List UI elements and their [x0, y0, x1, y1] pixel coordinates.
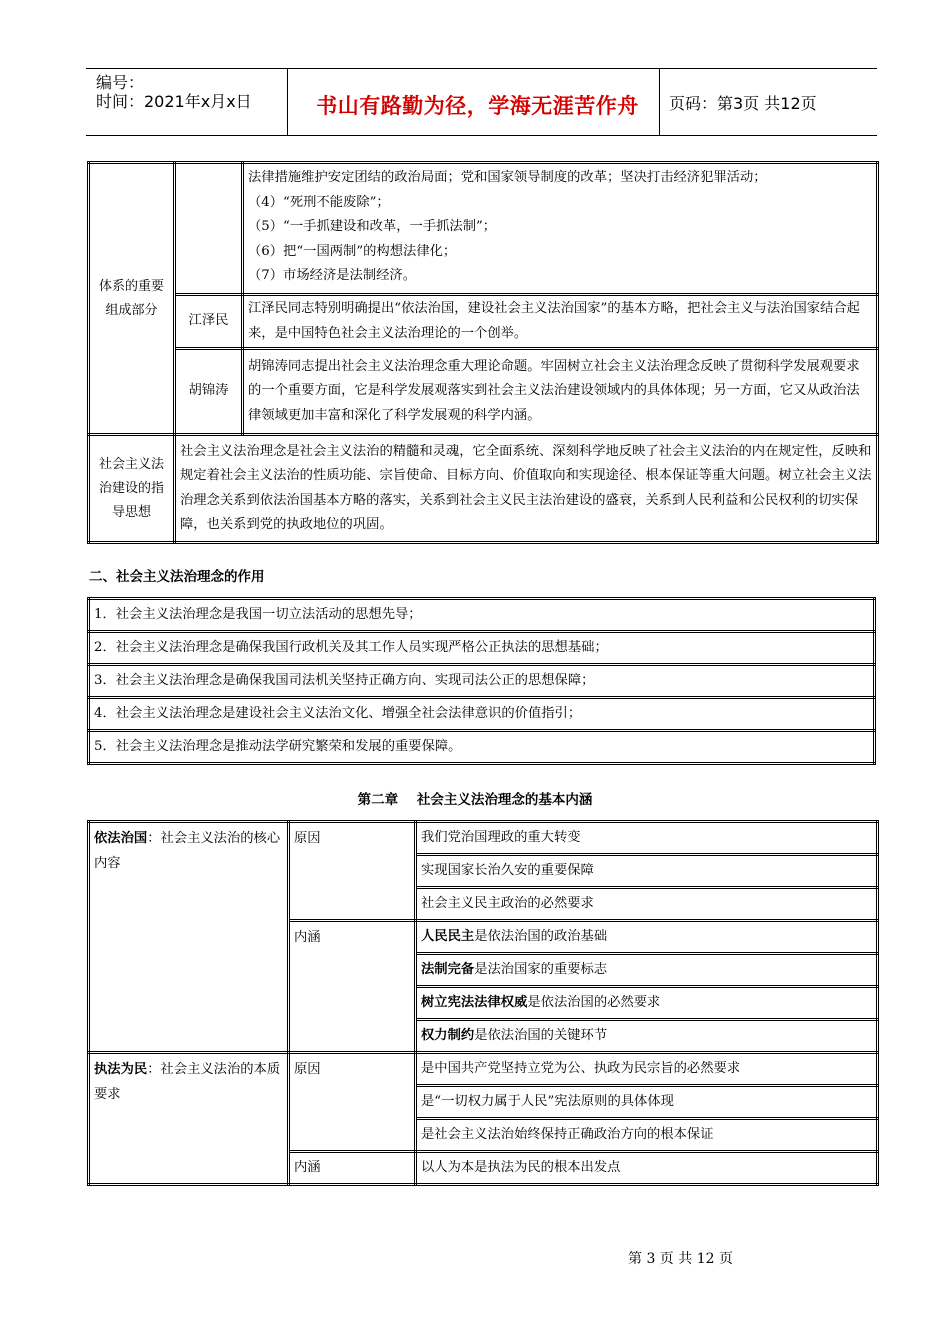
- law-for-people-label: [89, 1053, 289, 1185]
- chapter2-title: 第二章 社会主义法治理念的基本内涵: [357, 792, 593, 808]
- rule-of-law-content: [416, 1020, 878, 1053]
- law-for-people-reason: 是中国共产党坚持立党为公、执政为民宗旨的必然要求: [416, 1053, 878, 1086]
- rule-of-law-label-rest: ：社会主义法治的核心内容: [94, 831, 281, 871]
- deng-line: （4）“死刑不能废除”；: [248, 194, 390, 210]
- law-for-people-content-label: 内涵: [289, 1152, 416, 1185]
- header-top-rule: [86, 68, 877, 69]
- header-motto: 书山有路勤为径，学海无涯苦作舟: [316, 94, 639, 118]
- rule-of-law-reason: 社会主义民主政治的必然要求: [416, 888, 878, 921]
- header-page-label: 页码：第3页 共12页: [669, 94, 817, 113]
- thought-system-table: [87, 161, 879, 544]
- deng-line: （7）市场经济是法制经济。: [248, 268, 417, 283]
- role-item: 1．社会主义法治理念是我国一切立法活动的思想先导；: [89, 599, 875, 632]
- jiang-name: 江泽民: [175, 295, 243, 349]
- hu-text: 胡锦涛同志提出社会主义法治理念重大理论命题。牢固树立社会主义法治理念反映了贯彻科学发展观要求的一个重要方面，它是科学发展观落实到社会主义法治建设领域内的具体体现；另一方面，它又从政治法律领域更加丰富和深化了科学发展观的科学内涵。: [243, 349, 878, 435]
- rule-of-law-reason-label: 原因: [289, 822, 416, 921]
- rule-of-law-content: [416, 987, 878, 1020]
- rule-of-law-label: [89, 822, 289, 1053]
- role-item: 3．社会主义法治理念是确保我国司法机关坚持正确方向、实现司法公正的思想保障；: [89, 665, 875, 698]
- role-item: 4．社会主义法治理念是建设社会主义法治文化、增强全社会法律意识的价值指引；: [89, 698, 875, 731]
- rule-of-law-content: [416, 954, 878, 987]
- role-item: 5．社会主义法治理念是推动法学研究繁荣和发展的重要保障。: [89, 731, 875, 764]
- deng-line: （6）把“一国两制”的构想法律化；: [248, 243, 457, 259]
- role-table: [87, 597, 876, 765]
- content-rest: 是依法治国的政治基础: [474, 928, 608, 944]
- deng-name-cell: [175, 163, 243, 295]
- deng-text-cell: [243, 163, 878, 295]
- law-for-people-reason: 是“一切权力属于人民”宪法原则的具体体现: [416, 1086, 878, 1119]
- header-bottom-rule: [86, 135, 877, 136]
- rule-of-law-content-label: 内涵: [289, 921, 416, 1053]
- rule-of-law-reason: 实现国家长治久安的重要保障: [416, 855, 878, 888]
- header-time-label: 时间：2021年x月x日: [96, 92, 252, 111]
- content-keyword: 权力制约: [421, 1027, 475, 1043]
- content-rest: 是依法治国的关键环节: [474, 1027, 608, 1043]
- rule-of-law-reason: 我们党治国理政的重大转变: [416, 822, 878, 855]
- header-divider-right: [659, 68, 660, 135]
- rule-of-law-content: [416, 921, 878, 954]
- section2-title: 二、社会主义法治理念的作用: [89, 569, 265, 585]
- rule-of-law-label-bold: 依法治国: [94, 831, 148, 846]
- content-keyword: 人民民主: [421, 928, 475, 944]
- deng-line: 法律措施维护安定团结的政治局面；党和国家领导制度的改革；坚决打击经济犯罪活动；: [248, 170, 767, 185]
- content-rest: 是依法治国的必然要求: [527, 994, 661, 1010]
- law-for-people-reason-label: 原因: [289, 1053, 416, 1152]
- connotation-table: [87, 820, 879, 1186]
- law-for-people-label-rest: ：社会主义法治的本质要求: [94, 1062, 281, 1102]
- law-for-people-content: 以人为本是执法为民的根本出发点: [416, 1152, 878, 1185]
- law-for-people-reason: 是社会主义法治始终保持正确政治方向的根本保证: [416, 1119, 878, 1152]
- law-for-people-label-bold: 执法为民: [94, 1062, 148, 1077]
- hu-name: 胡锦涛: [175, 349, 243, 435]
- footer-page-number: 第 3 页 共 12 页: [628, 1251, 733, 1267]
- system-group-label: [89, 163, 175, 435]
- content-rest: 是法治国家的重要标志: [474, 961, 608, 977]
- content-keyword: 树立宪法法律权威: [421, 994, 528, 1010]
- system-group-text: 体系的重要组成部分: [98, 278, 164, 318]
- jiang-text: 江泽民同志特别明确提出“依法治国，建设社会主义法治国家”的基本方略，把社会主义与法治国家结合起来，是中国特色社会主义法治理论的一个创举。: [243, 295, 878, 349]
- guide-label: 社会主义法治建设的指导思想: [89, 435, 175, 543]
- header-divider-left: [287, 68, 288, 135]
- guide-text: 社会主义法治理念是社会主义法治的精髓和灵魂，它全面系统、深刻科学地反映了社会主义法治的内在规定性，反映和规定着社会主义法治的性质功能、宗旨使命、目标方向、价值取向和实现途径、根本保证等重大问题。树立社会主义法治理念关系到依法治国基本方略的落实，关系到社会主义民主法治建设的盛衰，关系到人民利益和公民权利的切实保障，也关系到党的执政地位的巩固。: [175, 435, 878, 543]
- header-number-label: 编号：: [96, 73, 145, 92]
- content-keyword: 法制完备: [421, 961, 475, 977]
- deng-line: （5）“一手抓建设和改革，一手抓法制”；: [248, 219, 497, 234]
- role-item: 2．社会主义法治理念是确保我国行政机关及其工作人员实现严格公正执法的思想基础；: [89, 632, 875, 665]
